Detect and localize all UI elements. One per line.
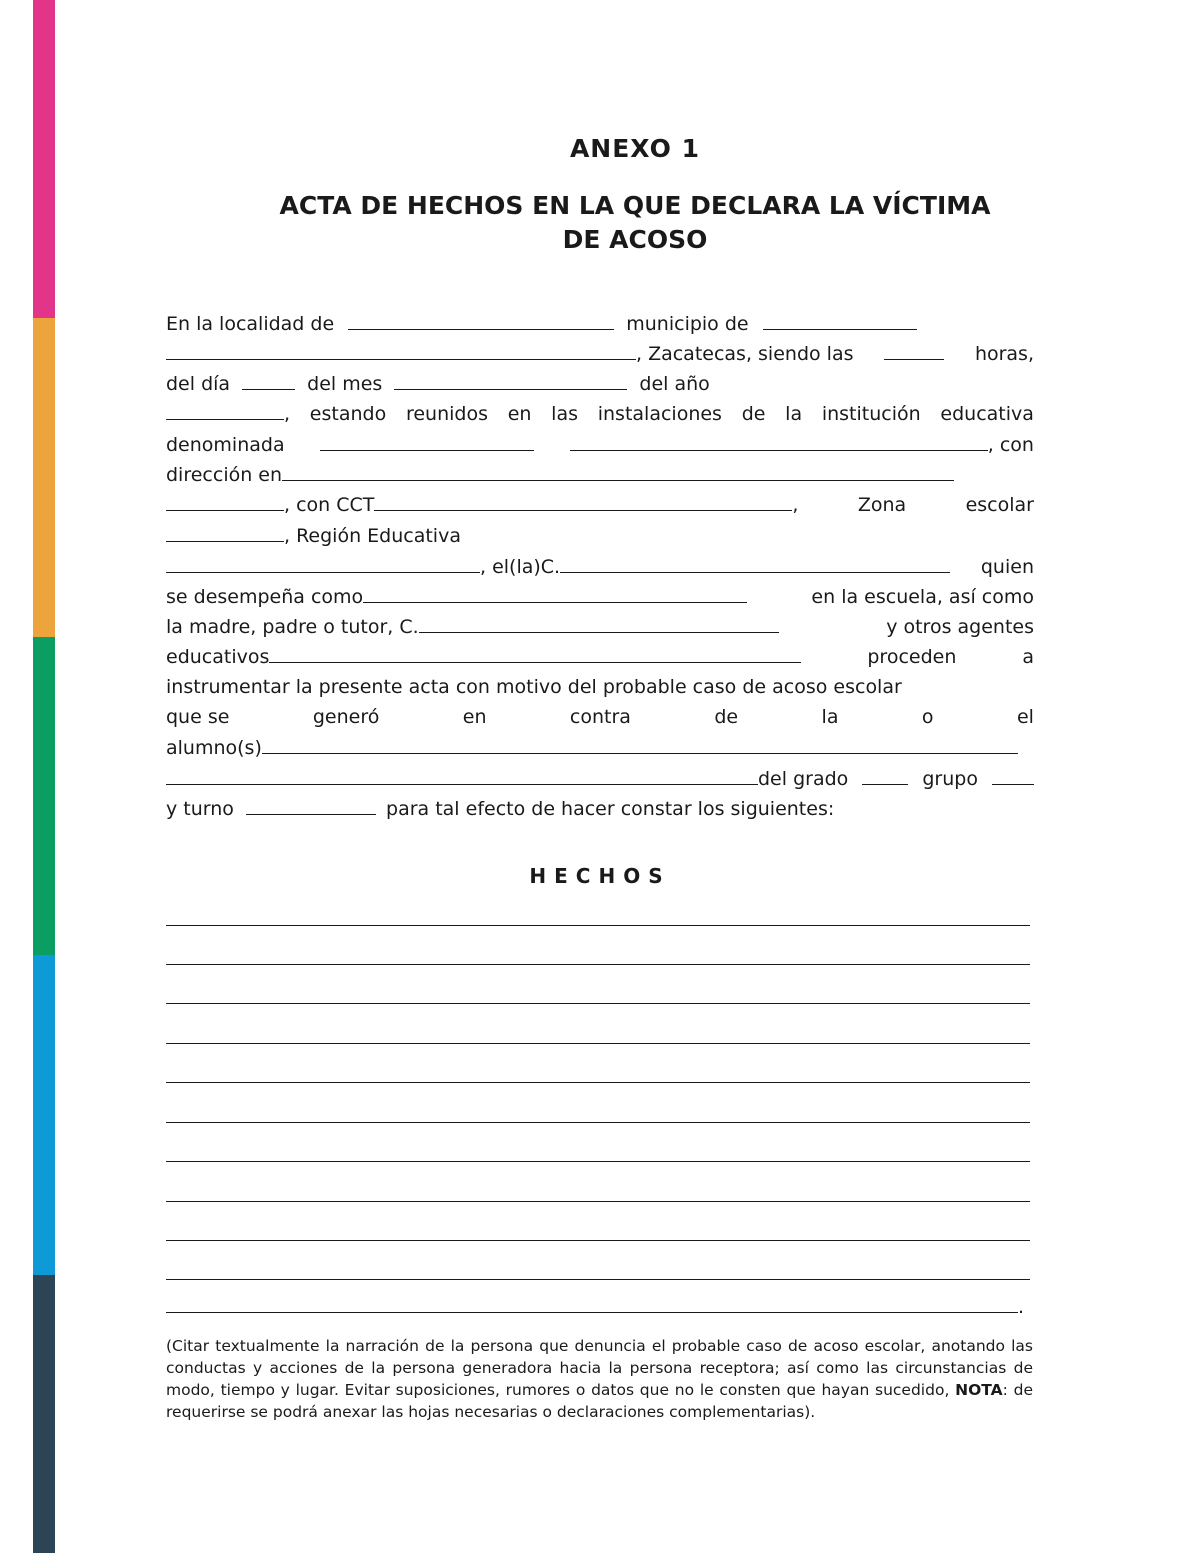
label-a: a <box>1022 646 1034 668</box>
form-line-8 <box>166 521 1034 551</box>
alumnos-field[interactable] <box>262 735 1018 754</box>
label-dia: del día <box>166 373 231 395</box>
hechos-write-line[interactable] <box>166 1201 1030 1202</box>
label-denominada: denominada <box>166 434 285 456</box>
form-line-6 <box>166 460 1034 490</box>
label-mes: del mes <box>307 373 383 395</box>
label-zacatecas: , Zacatecas, siendo las <box>636 343 854 365</box>
word: estando <box>309 403 387 425</box>
label-zona: Zona <box>857 494 907 516</box>
document-title-line-1: ACTA DE HECHOS EN LA QUE DECLARA LA VÍCTIMA <box>279 191 991 220</box>
label-escolar: escolar <box>965 494 1034 516</box>
form-line-14 <box>166 702 1034 732</box>
annex-title: ANEXO 1 <box>569 134 701 163</box>
word: que se <box>166 706 230 728</box>
word: de <box>714 706 739 728</box>
hechos-write-line[interactable] <box>166 1082 1030 1083</box>
color-stripe-navy <box>33 1275 55 1553</box>
line-2-left <box>166 339 854 369</box>
form-line-1 <box>166 309 1034 339</box>
word: la <box>785 403 803 425</box>
label-escuela: en la escuela, así como <box>811 586 1034 608</box>
ciudadano-field[interactable] <box>560 554 950 573</box>
region-group <box>166 552 950 582</box>
ano-field[interactable] <box>166 401 284 420</box>
form-line-17 <box>166 794 1034 824</box>
zona-field[interactable] <box>166 523 284 542</box>
form-line-12 <box>166 642 1034 672</box>
label-localidad: En la localidad de <box>166 313 335 335</box>
region-field[interactable] <box>166 554 480 573</box>
hechos-write-line[interactable] <box>166 1279 1030 1280</box>
institucion-name-field-2[interactable] <box>570 432 988 451</box>
label-grupo: grupo <box>922 768 978 790</box>
word: o <box>921 706 934 728</box>
word: institución <box>821 403 921 425</box>
word: contra <box>569 706 631 728</box>
label-para-tal: para tal efecto de hacer constar los siguientes: <box>386 798 835 820</box>
label-con: , con <box>987 434 1034 456</box>
word: reunidos <box>405 403 488 425</box>
direccion-field-continued[interactable] <box>166 492 284 511</box>
comma: , <box>792 494 799 516</box>
hechos-last-line <box>166 1296 1036 1318</box>
label-horas: horas, <box>974 343 1034 365</box>
form-line-4 <box>166 399 1034 429</box>
hechos-write-line[interactable] <box>166 964 1030 965</box>
word: generó <box>312 706 380 728</box>
direccion-field[interactable] <box>282 462 954 481</box>
hechos-write-line[interactable] <box>166 1296 1018 1313</box>
word: la <box>821 706 839 728</box>
document-title <box>0 189 1200 257</box>
word: instalaciones <box>597 403 722 425</box>
instructions-note <box>166 1335 1033 1423</box>
localidad-field[interactable] <box>348 311 614 330</box>
hechos-write-line[interactable] <box>166 1161 1030 1162</box>
label-ano: del año <box>639 373 710 395</box>
hechos-write-line[interactable] <box>166 1240 1030 1241</box>
label-desempena: se desempeña como <box>166 586 364 608</box>
form-line-5 <box>166 430 1034 460</box>
agentes-group <box>166 642 801 672</box>
hora-field[interactable] <box>884 341 944 360</box>
label-municipio: municipio de <box>626 313 749 335</box>
label-el-la-c: , el(la)C. <box>480 556 561 578</box>
hechos-write-line[interactable] <box>166 1122 1030 1123</box>
puesto-field[interactable] <box>363 584 747 603</box>
form-line-2 <box>166 339 1034 369</box>
form-line-10 <box>166 582 1034 612</box>
label-grado: del grado <box>758 768 849 790</box>
color-stripe-green <box>33 637 55 955</box>
label-alumnos: alumno(s) <box>166 737 262 759</box>
form-line-3 <box>166 369 1034 399</box>
label-turno: y turno <box>166 798 234 820</box>
hechos-heading: HECHOS <box>529 864 671 888</box>
label-proceden: proceden <box>867 646 957 668</box>
form-line-16 <box>166 764 1034 794</box>
grupo-field[interactable] <box>992 766 1034 785</box>
form-line-9 <box>166 552 1034 582</box>
nota-label: NOTA <box>955 1381 1003 1399</box>
note-text: (Citar textualmente la narración de la persona que denuncia el probable caso de acoso escolar, anotando las conductas y acciones de la persona generadora hacia la persona receptora; así como las circunstancias de modo, tiempo y lugar. Evitar suposiciones, rumores o datos que no le consten que hayan sucedido, <box>166 1337 1033 1399</box>
hechos-write-line[interactable] <box>166 1003 1030 1004</box>
label-region: , Región Educativa <box>284 525 461 547</box>
institucion-name-field[interactable] <box>320 432 534 451</box>
word: las <box>551 403 578 425</box>
municipio-field-continued[interactable] <box>166 341 636 360</box>
comma: , <box>284 403 291 425</box>
hechos-write-line[interactable] <box>166 925 1030 926</box>
institucion-group <box>570 430 1034 460</box>
turno-field[interactable] <box>246 796 376 815</box>
alumnos-field-continued[interactable] <box>166 766 758 785</box>
document-title-line-2: DE ACOSO <box>562 225 708 254</box>
note-text-end: : de requerirse se podrá anexar las hojas necesarias o declaraciones complementarias). <box>166 1381 1033 1421</box>
word: el <box>1016 706 1034 728</box>
word: educativa <box>940 403 1034 425</box>
form-line-15 <box>166 733 1034 763</box>
grado-field[interactable] <box>862 766 908 785</box>
label-educativos: educativos <box>166 646 270 668</box>
word: de <box>741 403 766 425</box>
agentes-field[interactable] <box>269 644 801 663</box>
label-cct: , con CCT <box>284 494 375 516</box>
tutor-field[interactable] <box>419 614 779 633</box>
word: en <box>507 403 532 425</box>
puesto-group <box>166 582 747 612</box>
form-line-11 <box>166 612 1034 642</box>
label-otros-agentes: y otros agentes <box>886 616 1034 638</box>
color-stripe-orange <box>33 318 55 637</box>
hechos-write-line[interactable] <box>166 1043 1030 1044</box>
color-stripe-blue <box>33 955 55 1275</box>
cct-field[interactable] <box>374 492 792 511</box>
dia-field[interactable] <box>242 371 295 390</box>
label-tutor: la madre, padre o tutor, C. <box>166 616 419 638</box>
form-line-7 <box>166 490 1034 520</box>
ano-group <box>166 399 290 429</box>
municipio-field[interactable] <box>763 311 917 330</box>
label-quien: quien <box>980 556 1034 578</box>
tutor-group <box>166 612 779 642</box>
end-period: . <box>1018 1296 1025 1318</box>
mes-field[interactable] <box>394 371 627 390</box>
label-direccion: dirección en <box>166 464 283 486</box>
word: en <box>462 706 487 728</box>
form-line-13: instrumentar la presente acta con motivo del probable caso de acoso escolar <box>166 676 902 698</box>
cct-group <box>166 490 798 520</box>
grado-group <box>166 764 848 794</box>
